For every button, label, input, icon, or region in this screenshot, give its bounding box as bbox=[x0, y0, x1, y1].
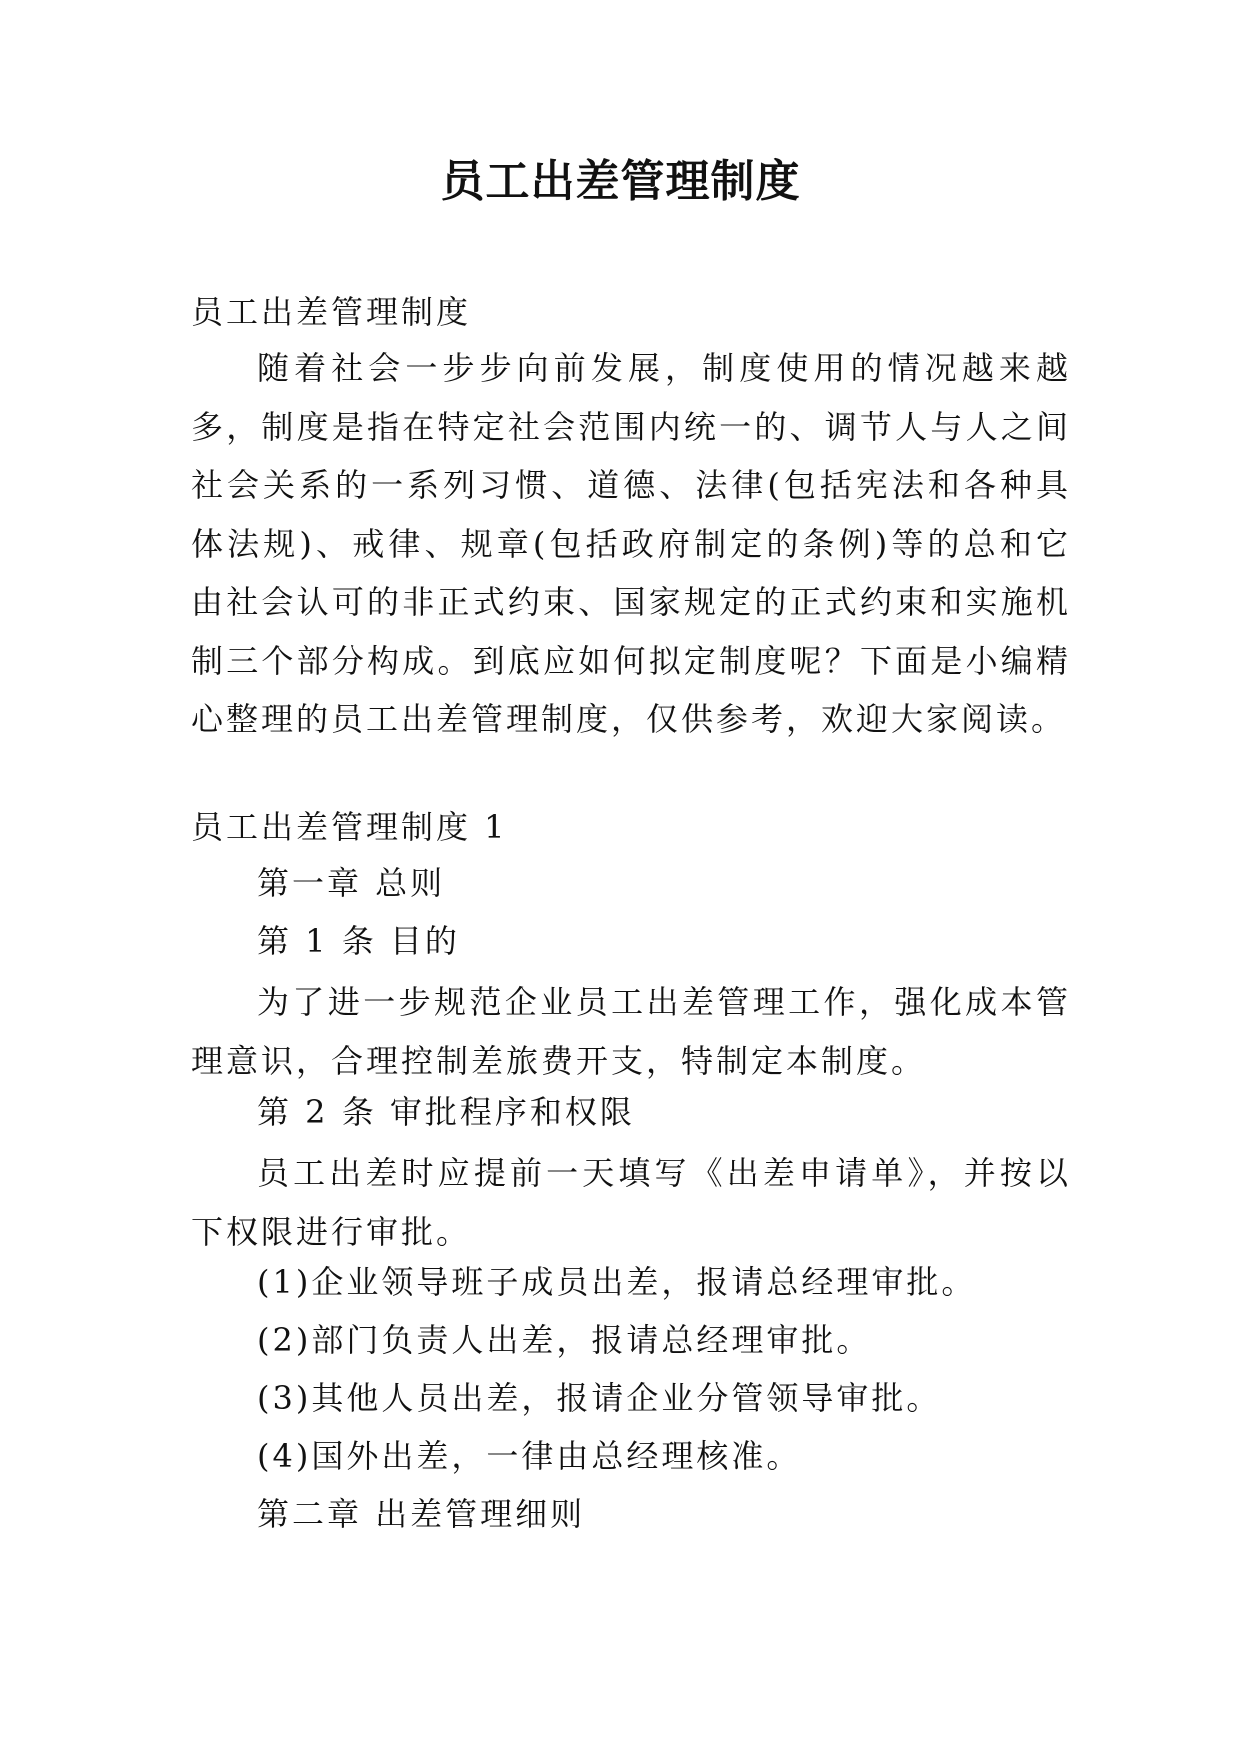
intro-paragraph: 随着社会一步步向前发展，制度使用的情况越来越多，制度是指在特定社会范围内统一的、调节人与人之间社会关系的一系列习惯、道德、法律(包括宪法和各种具体法规)、戒律、规章(包括政府制定的条例)等的总和它由社会认可的非正式约束、国家规定的正式约束和实施机制三个部分构成。到底应如何拟定制度呢？下面是小编精心整理的员工出差管理制度，仅供参考，欢迎大家阅读。 bbox=[191, 349, 1071, 738]
article-2-text: 员工出差时应提前一天填写《出差申请单》，并按以下权限进行审批。 bbox=[191, 1154, 1071, 1251]
list-item: (1)企业领导班子成员出差，报请总经理审批。 bbox=[257, 1263, 977, 1301]
document-title: 员工出差管理制度 bbox=[440, 156, 801, 207]
article-1-title: 第 1 条 目的 bbox=[257, 922, 460, 960]
section-heading: 员工出差管理制度 1 bbox=[191, 808, 508, 846]
article-1-text: 为了进一步规范企业员工出差管理工作，强化成本管理意识，合理控制差旅费开支，特制定本制度。 bbox=[191, 983, 1071, 1080]
article-2-title: 第 2 条 审批程序和权限 bbox=[257, 1093, 635, 1131]
document-subtitle: 员工出差管理制度 bbox=[191, 293, 472, 331]
chapter-heading-1: 第一章 总则 bbox=[257, 864, 446, 902]
list-item: (3)其他人员出差，报请企业分管领导审批。 bbox=[257, 1379, 942, 1417]
list-item: (2)部门负责人出差，报请总经理审批。 bbox=[257, 1321, 872, 1359]
list-item: (4)国外出差，一律由总经理核准。 bbox=[257, 1437, 802, 1475]
chapter-heading-2: 第二章 出差管理细则 bbox=[257, 1495, 586, 1533]
